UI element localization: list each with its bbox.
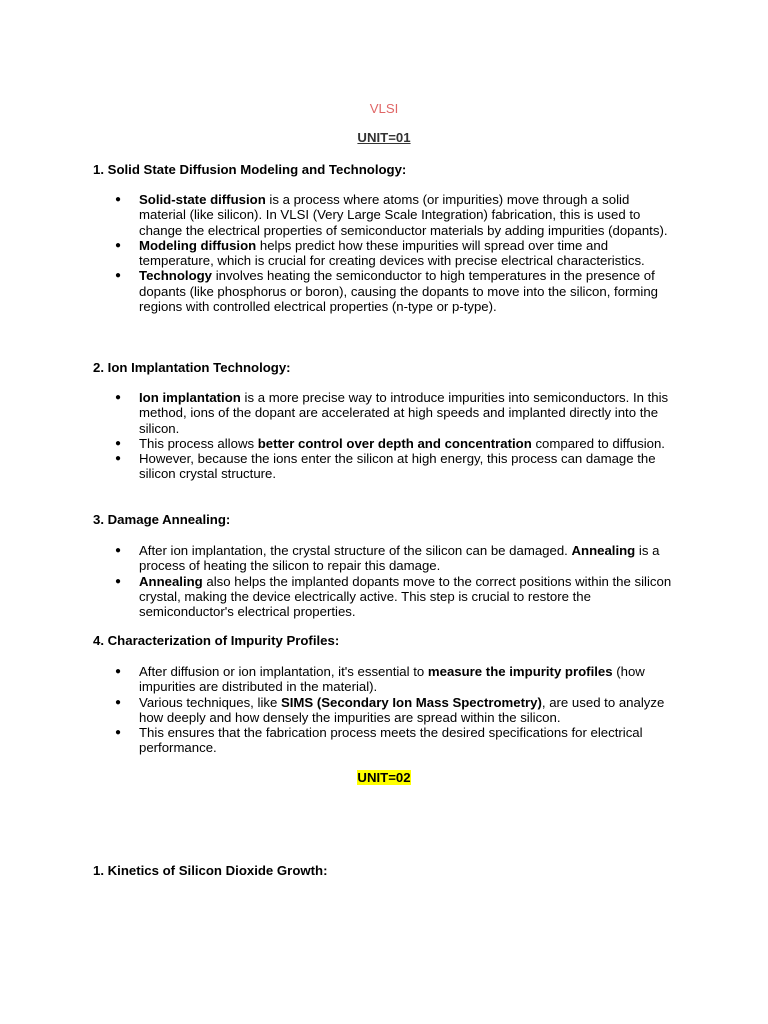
list-item: ● Modeling diffusion helps predict how these impurities will spread over time and temperature, which is crucial for creating devices with precise electrical characteristics.: [0, 238, 679, 269]
section-2-list: [0, 390, 768, 482]
section-2-heading: 2. Ion Implantation Technology:: [93, 360, 291, 375]
list-item: ● Ion implantation is a more precise way to introduce impurities into semiconductors. In this method, ions of the dopant are accelerated at high speeds and implanted directly into the silicon.: [0, 390, 679, 436]
unit-01-heading: [0, 130, 768, 145]
section-3-list: [0, 543, 768, 619]
section-1-list: [0, 192, 768, 314]
list-item: ● Various techniques, like SIMS (Secondary Ion Mass Spectrometry), are used to analyze how deeply and how densely the impurities are spread within the silicon.: [0, 695, 679, 726]
list-item: ● Technology involves heating the semiconductor to high temperatures in the presence of dopants (like phosphorus or boron), causing the dopants to move into the silicon, forming regions with controlled electrical properties (n-type or p-type).: [0, 268, 679, 314]
list-item: ● After diffusion or ion implantation, it's essential to measure the impurity profiles (how impurities are distributed in the material).: [0, 664, 679, 695]
list-item: ● However, because the ions enter the silicon at high energy, this process can damage the silicon crystal structure.: [0, 451, 679, 482]
list-item: ● After ion implantation, the crystal structure of the silicon can be damaged. Annealing is a process of heating the silicon to repair this damage.: [0, 543, 679, 574]
section-4-list: [0, 664, 768, 756]
unit-01-label: UNIT=01: [357, 130, 411, 145]
list-item: ● Solid-state diffusion is a process where atoms (or impurities) move through a solid material (like silicon). In VLSI (Very Large Scale Integration) fabrication, this is used to change the electrical properties of semiconductor materials by adding impurities (dopants).: [0, 192, 679, 238]
document-title: VLSI: [369, 101, 399, 116]
section-4-heading: 4. Characterization of Impurity Profiles:: [93, 633, 340, 648]
list-item: ● This process allows better control over depth and concentration compared to diffusion.: [0, 436, 679, 451]
unit-02-label: UNIT=02: [357, 770, 411, 785]
unit-02-heading: [0, 770, 768, 785]
list-item: ● This ensures that the fabrication process meets the desired specifications for electrical performance.: [0, 725, 679, 756]
list-item: ● Annealing also helps the implanted dopants move to the correct positions within the silicon crystal, making the device electrically active. This step is crucial to restore the semiconductor's electrical properties.: [0, 574, 679, 620]
section-1-heading: 1. Solid State Diffusion Modeling and Technology:: [93, 162, 407, 177]
section-5-heading: 1. Kinetics of Silicon Dioxide Growth:: [93, 863, 328, 878]
section-3-heading: 3. Damage Annealing:: [93, 512, 231, 527]
